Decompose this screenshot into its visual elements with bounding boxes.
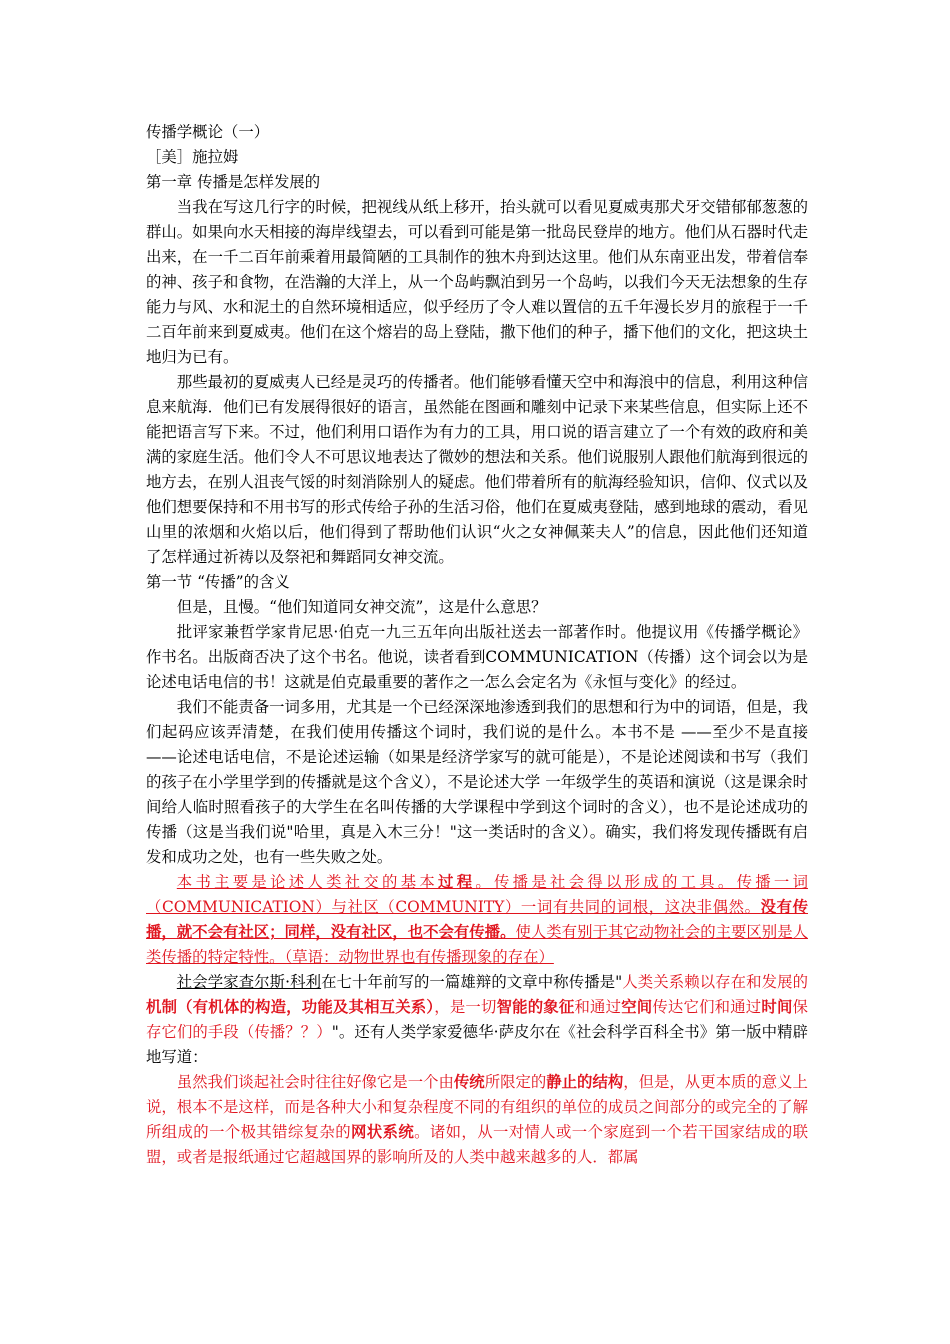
p8-text-5: ，但是，从更本质的意义上说，根本不是这样，而是各种大小和复杂程度不同的有组织的单位的成员之间部分的或完全的了解所组成的一个极其错综复杂的 [146, 1073, 808, 1141]
document-title: 传播学概论（一） [146, 123, 270, 141]
p7-text-3: 人类关系赖以存在和发展的 [622, 973, 808, 991]
author-line: ［美］施拉姆 [146, 148, 239, 166]
p8-text-2: 传统 [453, 1073, 485, 1091]
p8-text-1: 虽然我们谈起社会时往往好像它是一个由 [176, 1073, 454, 1091]
p8-text-3: 所限定的 [484, 1073, 547, 1091]
p6-text-3: 。传播是社会得以形成的工具。传播一词（COMMUNICATION）与社区（COMMUNITY）一词有共同的词根，这决非偶然。 [146, 873, 808, 916]
p7-text-6: 智能的象征 [496, 998, 575, 1016]
p8-text-6: 网状系统 [351, 1123, 415, 1141]
paragraph-6-highlighted [146, 870, 808, 970]
paragraph-1: 当我在写这几行字的时候，把视线从纸上移开，抬头就可以看见夏威夷那犬牙交错郁郁葱葱的群山。如果向水天相接的海岸线望去，可以看到可能是第一批岛民登岸的地方。他们从石器时代走出来，在一千二百年前乘着用最简陋的工具制作的独木舟到达这里。他们从东南亚出发，带着信奉的神、孩子和食物，在浩瀚的大洋上，从一个岛屿飘泊到另一个岛屿，以我们今天无法想象的生存能力与风、水和泥土的自然环境相适应，似乎经历了令人难以置信的五千年漫长岁月的旅程于一千二百年前来到夏威夷。他们在这个熔岩的岛上登陆，撒下他们的种子，播下他们的文化，把这块土地归为已有。 [146, 198, 808, 366]
p7-text-9: 传达它们和通过 [652, 998, 762, 1016]
p7-text-12: "。还有人类学家爱德华·萨皮尔在《社会科学百科全书》第一版中精辟地写道： [146, 1023, 808, 1066]
paragraph-2: 那些最初的夏威夷人已经是灵巧的传播者。他们能够看懂天空中和海浪中的信息，利用这种信息来航海．他们已有发展得很好的语言，虽然能在图画和雕刻中记录下来某些信息，但实际上还不能把语言写下来。不过，他们利用口语作为有力的工具，用口说的语言建立了一个有效的政府和美满的家庭生活。他们令人不可思议地表达了微妙的想法和关系。他们说服别人跟他们航海到很远的地方去，在别人沮丧气馁的时刻消除别人的疑虑。他们带着所有的航海经验知识，信仰、仪式以及他们想要保持和不用书写的形式传给子孙的生活习俗，他们在夏威夷登陆，感到地球的震动，看见山里的浓烟和火焰以后，他们得到了帮助他们认识“火之女神佩莱夫人”的信息，因此他们还知道了怎样通过祈祷以及祭祀和舞蹈同女神交流。 [146, 373, 808, 566]
paragraph-7 [146, 970, 808, 1070]
paragraph-5: 我们不能责备一词多用，尤其是一个已经深深地渗透到我们的思想和行为中的词语，但是，我们起码应该弄清楚，在我们使用传播这个词时，我们说的是什么。本书不是 ——至少不是直接——论述电话电信，不是论述运输（如果是经济学家写的就可能是），不是论述阅读和书写（我们的孩子在小学里学到的传播就是这个含义），不是论述大学 一年级学生的英语和演说（这是课余时间给人临时照看孩子的大学生在名叫传播的大学课程中学到这个词时的含义），也不是论述成功的传播（这是当我们说"哈里，真是入木三分！"这一类话时的含义）。确实，我们将发现传播既有启发和成功之处，也有一些失败之处。 [146, 698, 808, 866]
p7-text-7: 和通过 [574, 998, 622, 1016]
p7-text-4: 机制（有机体的构造，功能及其相互关系） [146, 998, 435, 1016]
paragraph-8-quote [146, 1070, 808, 1170]
paragraph-4: 批评家兼哲学家肯尼思·伯克一九三五年向出版社送去一部著作时。他提议用《传播学概论》作书名。出版商否决了这个书名。他说，读者看到COMMUNICATION（传播）这个词会以为是论述电话电信的书！这就是伯克最重要的著作之一怎么会定名为《永恒与变化》的经过。 [146, 623, 808, 691]
p7-text-5: ，是一切 [434, 998, 497, 1016]
p7-text-10: 时间 [761, 998, 793, 1016]
p7-text-2: 在七十年前写的一篇雄辩的文章中称传播是" [321, 973, 623, 991]
document-page [146, 120, 808, 1170]
p6-text-5: 使人类有别于其它动物社会的主要区别是人类传播的特定特性。（草语：动物世界也有传播现象的存在） [146, 923, 808, 966]
p7-text-11: 保存它们的手段（传播？？） [146, 998, 808, 1041]
p6-text-1: 本书主要是论述人类社交的基本 [176, 873, 439, 891]
p7-text-8: 空间 [621, 998, 653, 1016]
paragraph-3: 但是，且慢。“他们知道同女神交流”，这是什么意思？ [176, 598, 547, 616]
p7-text-1: 社会学家查尔斯·科利 [176, 973, 322, 991]
chapter-heading: 第一章 传播是怎样发展的 [146, 173, 321, 191]
p6-text-2: 过程 [438, 873, 476, 891]
p8-text-4: 静止的结构 [546, 1073, 624, 1091]
p8-text-7: 。诸如，从一对情人或一个家庭到一个若干国家结成的联盟，或者是报纸通过它超越国界的影响所及的人类中越来越多的人．都属 [146, 1123, 808, 1166]
p6-text-4: 没有传播，就不会有社区；同样，没有社区，也不会有传播。 [146, 898, 808, 941]
section-heading: 第一节 “传播”的含义 [146, 573, 290, 591]
